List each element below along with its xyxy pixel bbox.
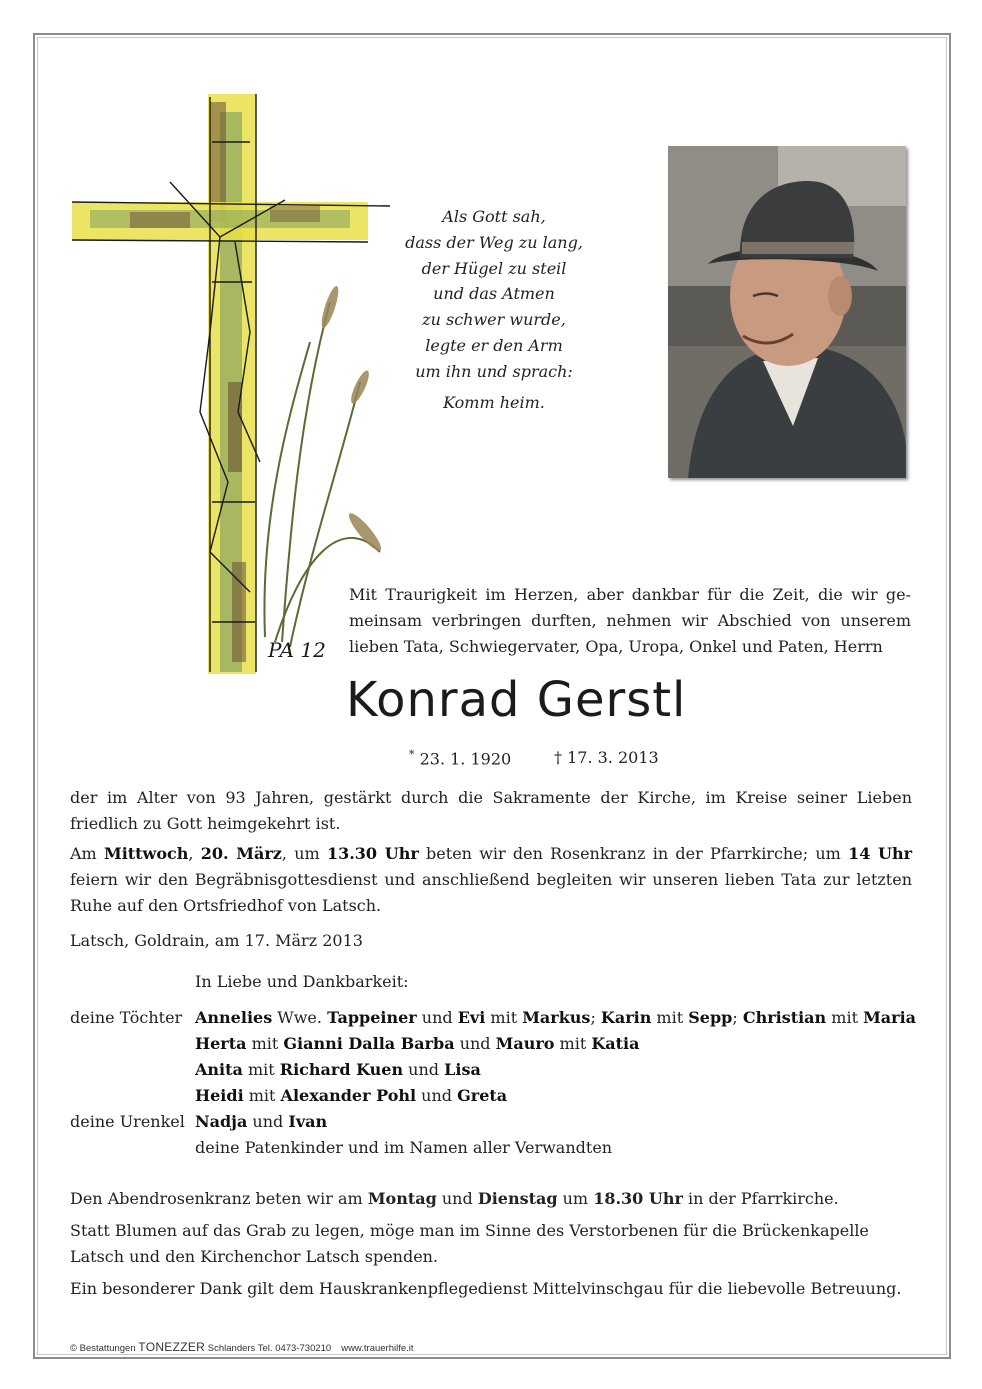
family-name: Lisa — [444, 1060, 481, 1079]
family-row — [195, 1112, 327, 1131]
death-date-value: 17. 3. 2013 — [567, 748, 659, 767]
cross-with-wheat-icon — [60, 82, 390, 682]
text-segment: und — [416, 1086, 458, 1105]
poem-line: Als Gott sah, — [442, 207, 546, 226]
death-date — [554, 748, 659, 767]
text-bold: Montag — [367, 1189, 437, 1208]
family-name: Nadja — [195, 1112, 248, 1131]
family-name: Heidi — [195, 1086, 244, 1105]
family-name: Annelies — [195, 1008, 273, 1027]
text-segment: mit — [243, 1086, 281, 1105]
love-heading: In Liebe und Dankbarkeit: — [195, 972, 409, 991]
family-name: Anita — [195, 1060, 243, 1079]
family-name: Markus — [522, 1008, 591, 1027]
text-segment: ; — [732, 1008, 743, 1027]
text-segment: , um — [281, 844, 327, 863]
paragraph-funeral — [70, 841, 912, 919]
poem-line: legte er den Arm — [425, 335, 563, 355]
intro-text — [349, 582, 911, 660]
poem-line: um ihn und sprach: — [415, 361, 573, 381]
text-segment: um — [557, 1189, 594, 1208]
thanks-note: Ein besonderer Dank gilt dem Hauskrankenpflegedienst Mittelvinschgau für die liebevolle Betreuung. — [70, 1279, 902, 1298]
imprint-phone: Schlanders Tel. 0473-730210 — [205, 1343, 332, 1354]
family-row — [195, 1060, 481, 1079]
imprint-prefix: © Bestattungen — [70, 1343, 139, 1354]
birth-date — [409, 748, 511, 768]
donation-note: Statt Blumen auf das Grab zu legen, möge man im Sinne des Verstorbenen für die Brückenkapelle Latsch und den Kirchenchor Latsch spenden. — [70, 1221, 869, 1266]
poem-closing: Komm heim. — [443, 392, 545, 412]
text-segment: und — [247, 1112, 289, 1131]
portrait-photo — [668, 146, 906, 478]
poem-line: der Hügel zu steil — [421, 258, 567, 278]
text-segment: und — [436, 1189, 478, 1208]
text-bold: 20. März — [200, 844, 282, 863]
text-segment: , — [188, 844, 201, 863]
text-segment: mit — [826, 1008, 864, 1027]
rosary-note — [70, 1186, 912, 1212]
poem-line: dass der Weg zu lang, — [405, 232, 583, 252]
paragraph-passing: der im Alter von 93 Jahren, gestärkt durch die Sakramente der Kirche, im Kreise seiner Lieben friedlich zu Gott heimgekehrt ist. — [70, 788, 912, 833]
place-date: Latsch, Goldrain, am 17. März 2013 — [70, 931, 363, 950]
family-name: Herta — [195, 1034, 247, 1053]
imprint-brand: TONEZZER — [138, 1340, 206, 1354]
family-name: Alexander Pohl — [280, 1086, 417, 1105]
text-bold: Dienstag — [477, 1189, 558, 1208]
artist-signature: PA 12 — [268, 638, 326, 662]
family-name: Karin — [600, 1008, 652, 1027]
text-segment: mit — [246, 1034, 284, 1053]
imprint-website: www.trauerhilfe.it — [341, 1343, 414, 1354]
family-name: Ivan — [288, 1112, 328, 1131]
family-name: Gianni Dalla Barba — [283, 1034, 455, 1053]
text-segment: feiern wir den Begräbnisgottesdienst und anschließend begleiten wir unseren lieben Tata zur letzten Ruhe auf den Ortsfriedhof von Latsch. — [70, 870, 912, 915]
family-row — [195, 1008, 916, 1027]
text-segment: Am — [70, 844, 104, 863]
text-bold: Mittwoch — [103, 844, 189, 863]
poem-line: zu schwer wurde, — [422, 310, 566, 330]
text-segment: und — [454, 1034, 496, 1053]
text-segment: Den Abendrosenkranz beten wir am — [70, 1189, 368, 1208]
text-segment: mit — [554, 1034, 592, 1053]
intro-line: Mit Traurigkeit im Herzen, aber dankbar für die Zeit, die wir ge- — [349, 585, 911, 604]
family-row: deine Patenkinder und im Namen aller Verwandten — [195, 1138, 613, 1157]
text-bold: 13.30 Uhr — [326, 844, 419, 863]
birth-mark: * — [409, 748, 415, 761]
family-name: Katia — [591, 1034, 640, 1053]
text-segment: mit — [485, 1008, 523, 1027]
family-name: Christian — [742, 1008, 827, 1027]
imprint — [70, 1340, 414, 1354]
family-row — [195, 1086, 507, 1105]
text-segment: beten wir den Rosenkranz in der Pfarrkirche; um — [418, 844, 849, 863]
birth-date-value: 23. 1. 1920 — [419, 749, 512, 769]
text-bold: 14 Uhr — [848, 844, 913, 863]
text-segment: mit — [242, 1060, 280, 1079]
family-name: Sepp — [688, 1008, 733, 1027]
text-segment: in der Pfarrkirche. — [682, 1189, 839, 1208]
intro-line: lieben Tata, Schwiegervater, Opa, Uropa, Onkel und Paten, Herrn — [349, 637, 883, 656]
text-segment: und — [403, 1060, 445, 1079]
label-daughters: deine Töchter — [70, 1008, 183, 1027]
poem — [384, 204, 604, 415]
death-mark: † — [554, 748, 562, 767]
text-bold: 18.30 Uhr — [593, 1189, 683, 1208]
family-name: Evi — [457, 1008, 486, 1027]
family-name: Greta — [457, 1086, 508, 1105]
family-row — [195, 1034, 639, 1053]
poem-line: und das Atmen — [433, 284, 555, 304]
intro-line: meinsam verbringen durften, nehmen wir Abschied von unserem — [349, 611, 911, 630]
family-name: Maria — [863, 1008, 917, 1027]
family-name: Tappeiner — [327, 1008, 417, 1027]
label-great-grandchildren: deine Urenkel — [70, 1112, 185, 1131]
deceased-name: Konrad Gerstl — [346, 672, 687, 728]
family-name: Mauro — [495, 1034, 555, 1053]
text-segment: ; — [590, 1008, 601, 1027]
text-segment: und — [416, 1008, 458, 1027]
text-segment: mit — [651, 1008, 689, 1027]
family-name: Richard Kuen — [279, 1060, 404, 1079]
text-segment: Wwe. — [272, 1008, 328, 1027]
